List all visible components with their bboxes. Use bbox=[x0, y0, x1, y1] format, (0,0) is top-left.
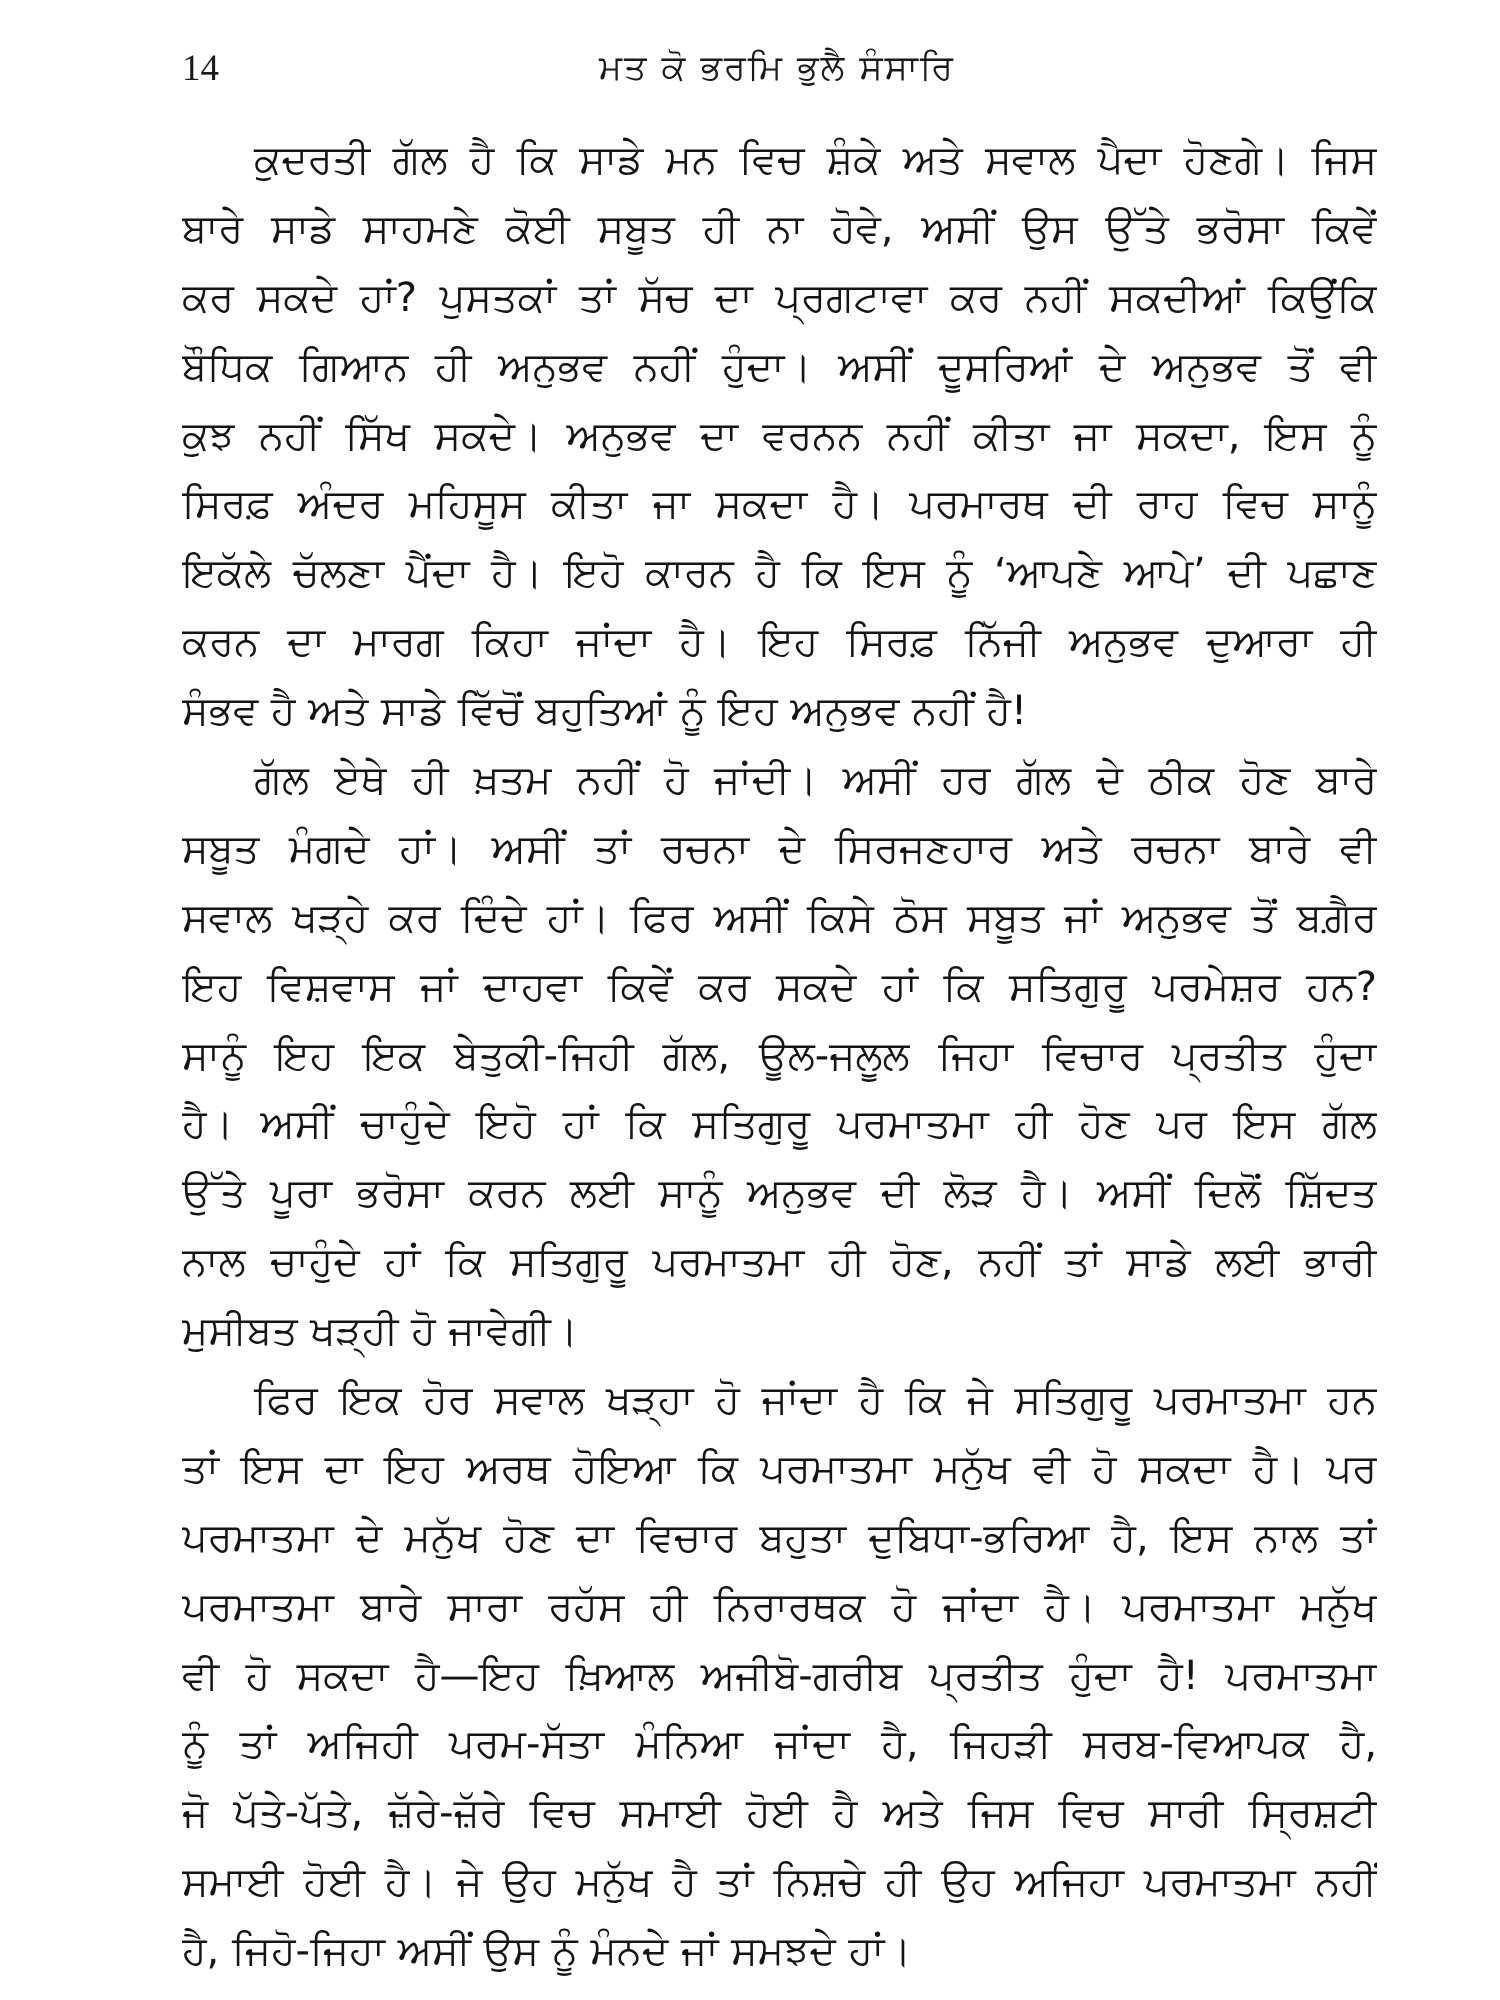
text-line: ਨਾਲ ਚਾਹੁੰਦੇ ਹਾਂ ਕਿ ਸਤਿਗੁਰੂ ਪਰਮਾਤਮਾ ਹੀ ਹੋਣ, ਨਹੀਂ ਤਾਂ ਸਾਡੇ ਲਈ ਭਾਰੀ bbox=[182, 1239, 1377, 1286]
text-line: ਪਰਮਾਤਮਾ ਦੇ ਮਨੁੱਖ ਹੋਣ ਦਾ ਵਿਚਾਰ ਬਹੁਤਾ ਦੁਬਿਧਾ-ਭਰਿਆ ਹੈ, ਇਸ ਨਾਲ ਤਾਂ bbox=[182, 1514, 1377, 1561]
body-text bbox=[182, 126, 1377, 1986]
text-line: ਉੱਤੇ ਪੂਰਾ ਭਰੋਸਾ ਕਰਨ ਲਈ ਸਾਨੂੰ ਅਨੁਭਵ ਦੀ ਲੋੜ ਹੈ। ਅਸੀਂ ਦਿਲੋਂ ਸ਼ਿੱਦਤ bbox=[182, 1170, 1377, 1217]
text-line: ਸਮਾਈ ਹੋਈ ਹੈ। ਜੇ ਉਹ ਮਨੁੱਖ ਹੈ ਤਾਂ ਨਿਸ਼ਚੇ ਹੀ ਉਹ ਅਜਿਹਾ ਪਰਮਾਤਮਾ ਨਹੀਂ bbox=[182, 1859, 1377, 1906]
text-line: ਫਿਰ ਇਕ ਹੋਰ ਸਵਾਲ ਖੜ੍ਹਾ ਹੋ ਜਾਂਦਾ ਹੈ ਕਿ ਜੇ ਸਤਿਗੁਰੂ ਪਰਮਾਤਮਾ ਹਨ bbox=[254, 1377, 1377, 1424]
text-line: ਪਰਮਾਤਮਾ ਬਾਰੇ ਸਾਰਾ ਰਹੱਸ ਹੀ ਨਿਰਾਰਥਕ ਹੋ ਜਾਂਦਾ ਹੈ। ਪਰਮਾਤਮਾ ਮਨੁੱਖ bbox=[182, 1583, 1377, 1630]
text-line: ਕਰ ਸਕਦੇ ਹਾਂ? ਪੁਸਤਕਾਂ ਤਾਂ ਸੱਚ ਦਾ ਪ੍ਰਗਟਾਵਾ ਕਰ ਨਹੀਂ ਸਕਦੀਆਂ ਕਿਉਂਕਿ bbox=[182, 274, 1377, 321]
text-line: ਸਵਾਲ ਖੜ੍ਹੇ ਕਰ ਦਿੰਦੇ ਹਾਂ। ਫਿਰ ਅਸੀਂ ਕਿਸੇ ਠੋਸ ਸਬੂਤ ਜਾਂ ਅਨੁਭਵ ਤੋਂ ਬਗ਼ੈਰ bbox=[182, 894, 1377, 941]
text-line: ਸਾਨੂੰ ਇਹ ਇਕ ਬੇਤੁਕੀ-ਜਿਹੀ ਗੱਲ, ਊਲ-ਜਲੂਲ ਜਿਹਾ ਵਿਚਾਰ ਪ੍ਰਤੀਤ ਹੁੰਦਾ bbox=[182, 1032, 1377, 1079]
running-title: ਮਤ ਕੋ ਭਰਮਿ ਭੁਲੈ ਸੰਸਾਰਿ bbox=[599, 48, 955, 88]
text-line: ਕੁਝ ਨਹੀਂ ਸਿੱਖ ਸਕਦੇ। ਅਨੁਭਵ ਦਾ ਵਰਨਨ ਨਹੀਂ ਕੀਤਾ ਜਾ ਸਕਦਾ, ਇਸ ਨੂੰ bbox=[182, 412, 1377, 459]
text-line: ਜੋ ਪੱਤੇ-ਪੱਤੇ, ਜ਼ੱਰੇ-ਜ਼ੱਰੇ ਵਿਚ ਸਮਾਈ ਹੋਈ ਹੈ ਅਤੇ ਜਿਸ ਵਿਚ ਸਾਰੀ ਸ੍ਰਿਸ਼ਟੀ bbox=[182, 1790, 1377, 1837]
text-line: ਨੂੰ ਤਾਂ ਅਜਿਹੀ ਪਰਮ-ਸੱਤਾ ਮੰਨਿਆ ਜਾਂਦਾ ਹੈ, ਜਿਹੜੀ ਸਰਬ-ਵਿਆਪਕ ਹੈ, bbox=[182, 1721, 1377, 1768]
text-line: ਕੁਦਰਤੀ ਗੱਲ ਹੈ ਕਿ ਸਾਡੇ ਮਨ ਵਿਚ ਸ਼ੰਕੇ ਅਤੇ ਸਵਾਲ ਪੈਦਾ ਹੋਣਗੇ। ਜਿਸ bbox=[254, 137, 1377, 183]
text-line: ਸਿਰਫ਼ ਅੰਦਰ ਮਹਿਸੂਸ ਕੀਤਾ ਜਾ ਸਕਦਾ ਹੈ। ਪਰਮਾਰਥ ਦੀ ਰਾਹ ਵਿਚ ਸਾਨੂੰ bbox=[182, 481, 1377, 528]
text-line: ਸੰਭਵ ਹੈ ਅਤੇ ਸਾਡੇ ਵਿੱਚੋਂ ਬਹੁਤਿਆਂ ਨੂੰ ਇਹ ਅਨੁਭਵ ਨਹੀਂ ਹੈ! bbox=[182, 688, 1027, 735]
text-line: ਤਾਂ ਇਸ ਦਾ ਇਹ ਅਰਥ ਹੋਇਆ ਕਿ ਪਰਮਾਤਮਾ ਮਨੁੱਖ ਵੀ ਹੋ ਸਕਦਾ ਹੈ। ਪਰ bbox=[182, 1445, 1377, 1492]
text-line: ਇਹ ਵਿਸ਼ਵਾਸ ਜਾਂ ਦਾਹਵਾ ਕਿਵੇਂ ਕਰ ਸਕਦੇ ਹਾਂ ਕਿ ਸਤਿਗੁਰੂ ਪਰਮੇਸ਼ਰ ਹਨ? bbox=[182, 963, 1377, 1010]
text-line: ਵੀ ਹੋ ਸਕਦਾ ਹੈ—ਇਹ ਖ਼ਿਆਲ ਅਜੀਬੋ-ਗਰੀਬ ਪ੍ਰਤੀਤ ਹੁੰਦਾ ਹੈ! ਪਰਮਾਤਮਾ bbox=[182, 1652, 1377, 1699]
text-line: ਮੁਸੀਬਤ ਖੜ੍ਹੀ ਹੋ ਜਾਵੇਗੀ। bbox=[182, 1308, 578, 1355]
text-line: ਬਾਰੇ ਸਾਡੇ ਸਾਹਮਣੇ ਕੋਈ ਸਬੂਤ ਹੀ ਨਾ ਹੋਵੇ, ਅਸੀਂ ਉਸ ਉੱਤੇ ਭਰੋਸਾ ਕਿਵੇਂ bbox=[182, 205, 1377, 252]
text-line: ਹੈ, ਜਿਹੋ-ਜਿਹਾ ਅਸੀਂ ਉਸ ਨੂੰ ਮੰਨਦੇ ਜਾਂ ਸਮਝਦੇ ਹਾਂ। bbox=[182, 1928, 912, 1975]
text-line: ਇਕੱਲੇ ਚੱਲਣਾ ਪੈਂਦਾ ਹੈ। ਇਹੋ ਕਾਰਨ ਹੈ ਕਿ ਇਸ ਨੂੰ ‘ਆਪਣੇ ਆਪੇ’ ਦੀ ਪਛਾਣ bbox=[182, 550, 1377, 597]
text-line: ਕਰਨ ਦਾ ਮਾਰਗ ਕਿਹਾ ਜਾਂਦਾ ਹੈ। ਇਹ ਸਿਰਫ਼ ਨਿੱਜੀ ਅਨੁਭਵ ਦੁਆਰਾ ਹੀ bbox=[182, 619, 1377, 666]
page-number: 14 bbox=[182, 48, 219, 89]
text-line: ਹੈ। ਅਸੀਂ ਚਾਹੁੰਦੇ ਇਹੋ ਹਾਂ ਕਿ ਸਤਿਗੁਰੂ ਪਰਮਾਤਮਾ ਹੀ ਹੋਣ ਪਰ ਇਸ ਗੱਲ bbox=[182, 1101, 1377, 1148]
text-line: ਸਬੂਤ ਮੰਗਦੇ ਹਾਂ। ਅਸੀਂ ਤਾਂ ਰਚਨਾ ਦੇ ਸਿਰਜਣਹਾਰ ਅਤੇ ਰਚਨਾ ਬਾਰੇ ਵੀ bbox=[182, 825, 1377, 872]
text-line: ਗੱਲ ਏਥੇ ਹੀ ਖ਼ਤਮ ਨਹੀਂ ਹੋ ਜਾਂਦੀ। ਅਸੀਂ ਹਰ ਗੱਲ ਦੇ ਠੀਕ ਹੋਣ ਬਾਰੇ bbox=[254, 757, 1377, 804]
text-line: ਬੌਧਿਕ ਗਿਆਨ ਹੀ ਅਨੁਭਵ ਨਹੀਂ ਹੁੰਦਾ। ਅਸੀਂ ਦੂਸਰਿਆਂ ਦੇ ਅਨੁਭਵ ਤੋਂ ਵੀ bbox=[182, 343, 1377, 390]
page-header bbox=[182, 38, 1372, 108]
